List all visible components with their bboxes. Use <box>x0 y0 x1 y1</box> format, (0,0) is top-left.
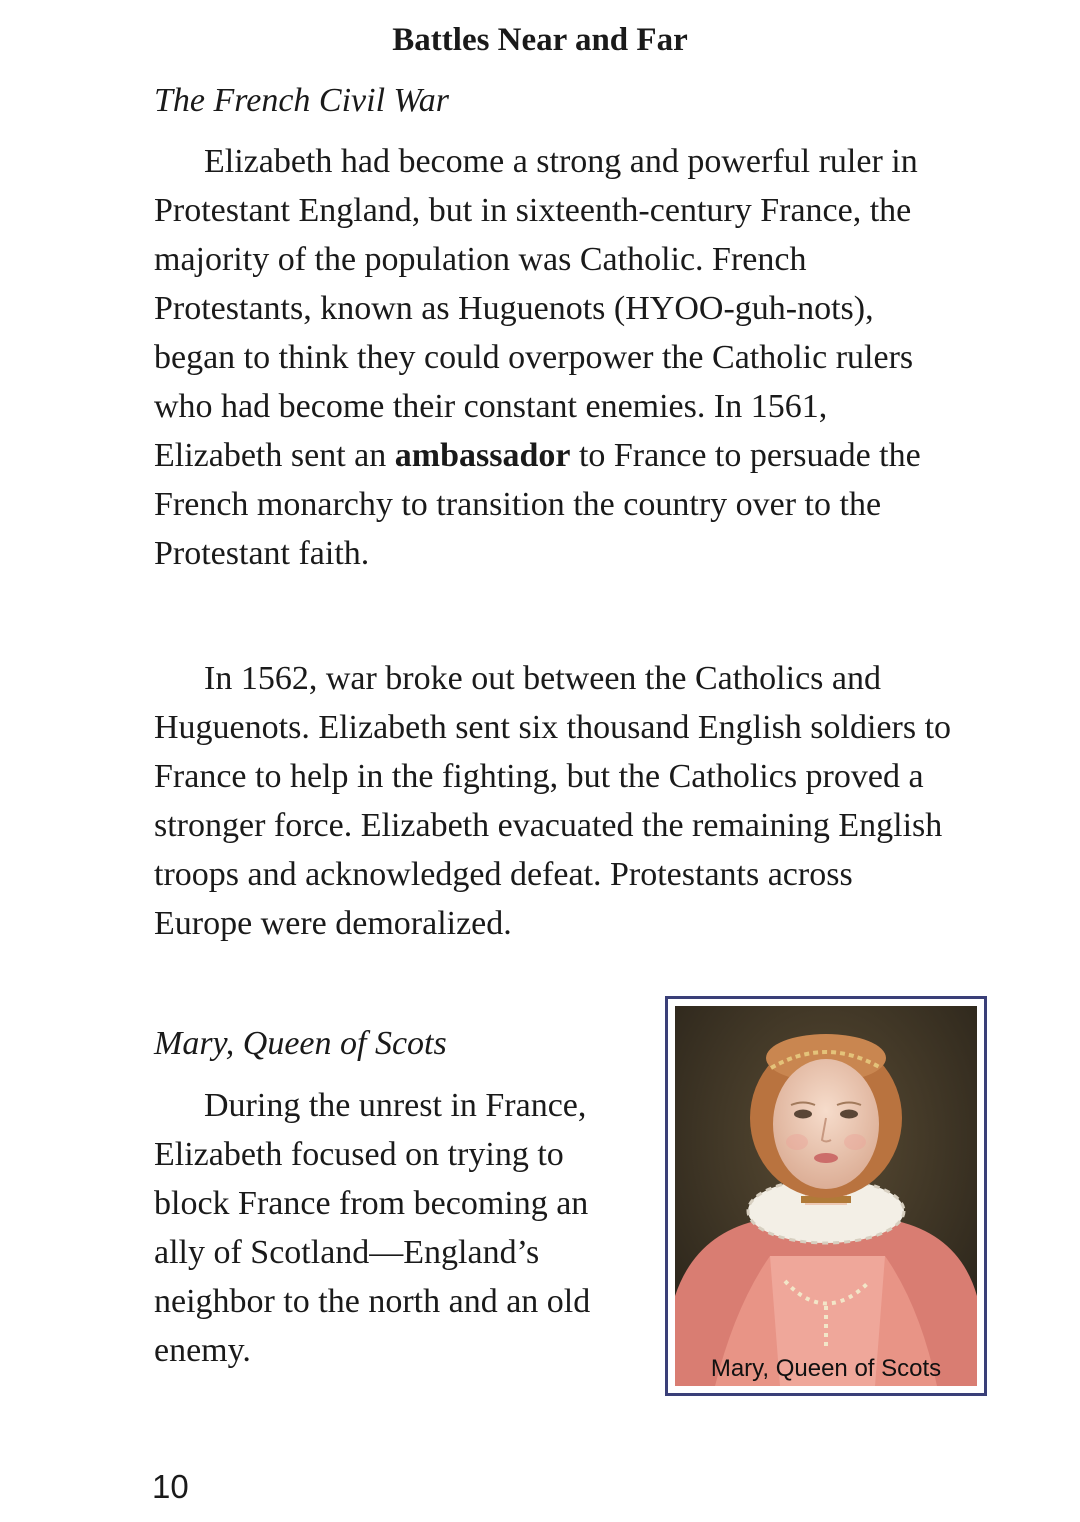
portrait-illustration <box>675 1006 977 1386</box>
section-heading-french-civil-war: The French Civil War <box>154 82 449 119</box>
paragraph-text: to France to persuade the French monarchy to transition the country over to the Protestant faith. <box>154 437 921 572</box>
section-heading-mary-queen-of-scots: Mary, Queen of Scots <box>154 1025 447 1062</box>
chapter-title: Battles Near and Far <box>392 22 688 58</box>
paragraph-text: Elizabeth had become a strong and powerful ruler in Protestant England, but in sixteenth-century France, the majority of the population was Catholic. French Protestants, known as Huguenots (HYOO-guh-nots), began to think they could overpower the Catholic rulers who had become their constant enemies. In 1561, Elizabeth sent an <box>154 143 918 474</box>
paragraph-scotland: During the unrest in France, Elizabeth focused on trying to block France from becoming an ally of Scotland—England’s neighbor to the north and an old enemy. <box>154 1087 591 1369</box>
portrait-figure <box>665 996 987 1396</box>
page-number: 10 <box>152 1468 189 1505</box>
portrait-caption: Mary, Queen of Scots <box>710 1355 942 1382</box>
paragraph-ambassador <box>154 137 954 578</box>
vocab-term-ambassador: ambassador <box>394 437 571 474</box>
portrait-image <box>675 1006 977 1386</box>
paragraph-war-1562: In 1562, war broke out between the Catholics and Huguenots. Elizabeth sent six thousand English soldiers to France to help in the fighting, but the Catholics proved a stronger force. Elizabeth evacuated the remaining English troops and acknowledged defeat. Protestants across Europe were demoralized. <box>154 660 952 942</box>
